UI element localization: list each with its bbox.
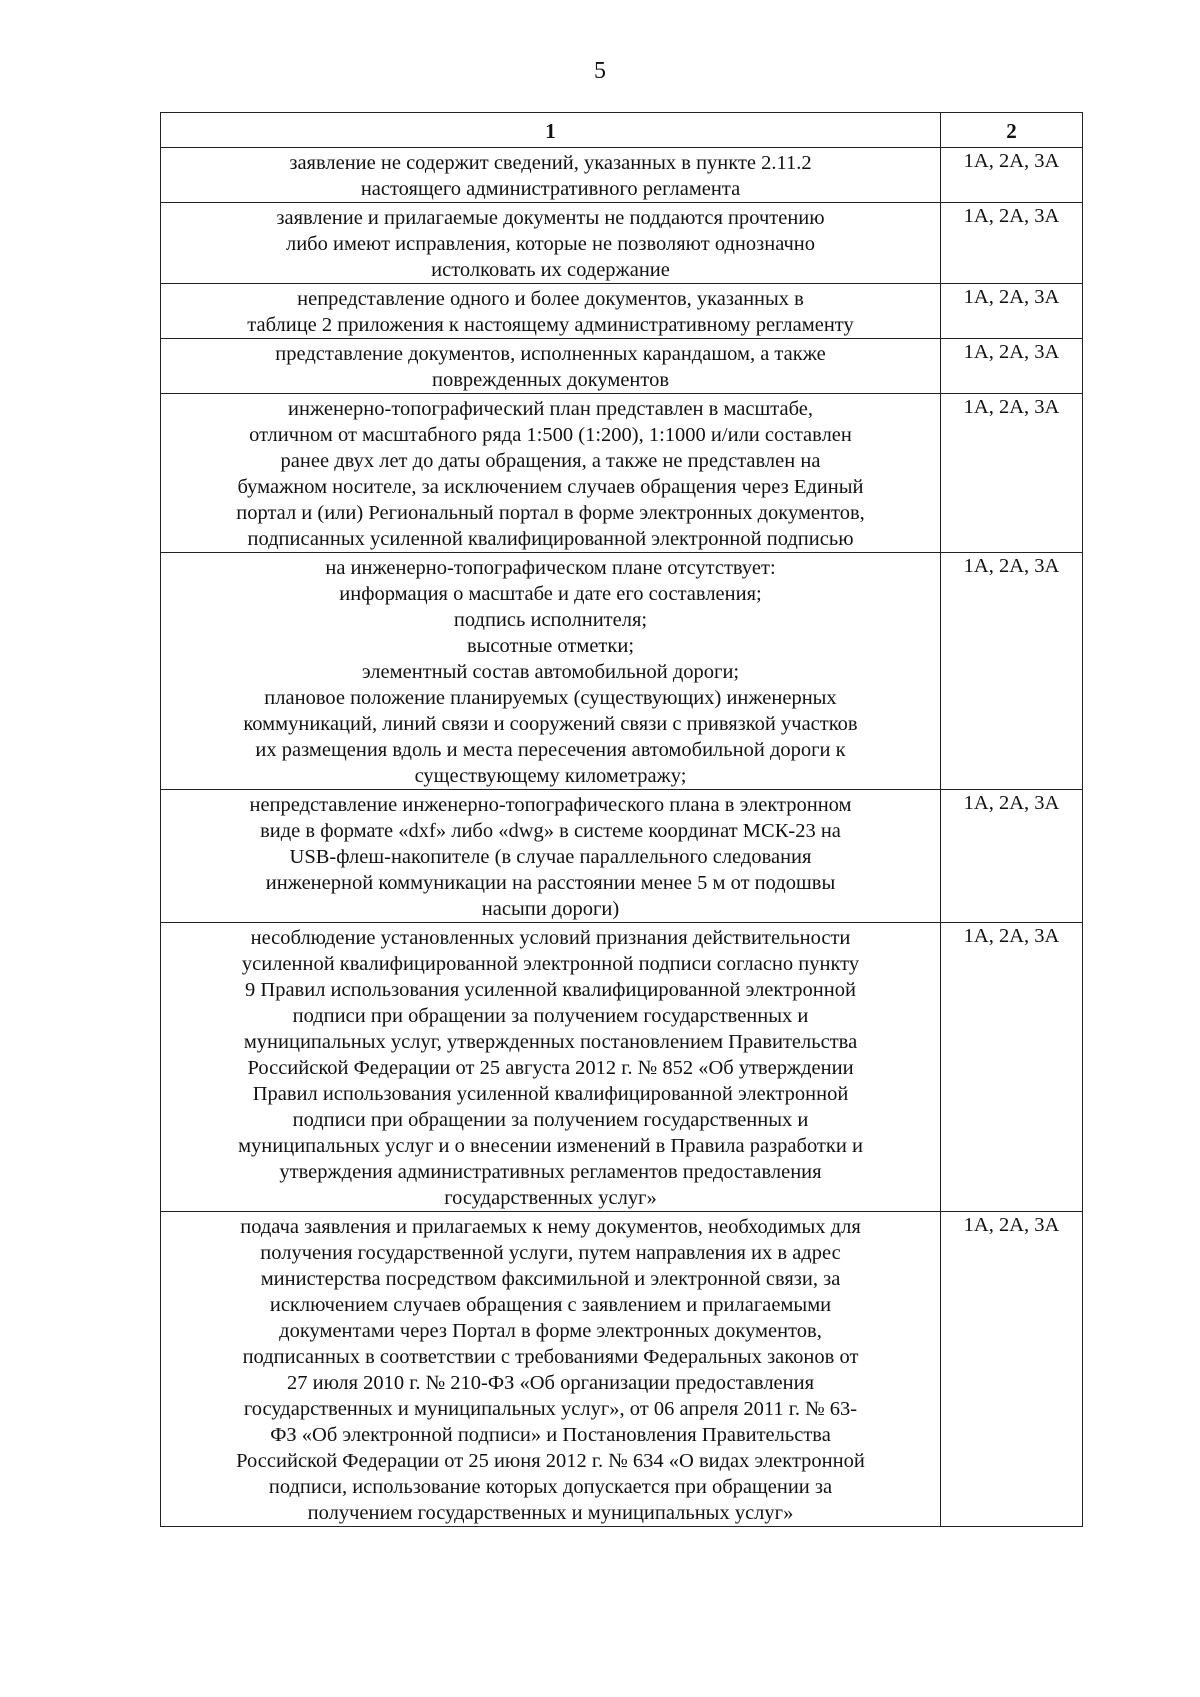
text-line: Российской Федерации от 25 августа 2012 г. № 852 «Об утверждении (247, 1057, 854, 1079)
text-line: подписи при обращении за получением государственных и (292, 1005, 809, 1027)
table-row (161, 923, 1083, 1212)
text-line: утверждения административных регламентов предоставления (279, 1161, 822, 1183)
grounds-table (160, 112, 1083, 1527)
ground-description-cell (161, 923, 941, 1212)
text-line: USB-флеш-накопителе (в случае параллельного следования (289, 846, 812, 868)
text-line: таблице 2 приложения к настоящему административному регламенту (247, 314, 854, 336)
table-row (161, 553, 1083, 790)
text-line: инженерно-топографический план представлен в масштабе, (288, 398, 813, 420)
text-line: непредставление инженерно-топографического плана в электронном (249, 794, 852, 816)
ground-description-cell (161, 394, 941, 553)
text-line: усиленной квалифицированной электронной подписи согласно пункту (241, 953, 860, 975)
text-line: получения государственной услуги, путем направления их в адрес (260, 1242, 841, 1264)
text-line: заявление и прилагаемые документы не поддаются прочтению (276, 207, 825, 229)
text-line: плановое положение планируемых (существующих) инженерных (264, 687, 837, 709)
ground-description-cell (161, 790, 941, 923)
text-line: элементный состав автомобильной дороги; (361, 661, 740, 683)
text-line: существующему километражу; (414, 765, 687, 787)
text-line: ФЗ «Об электронной подписи» и Постановления Правительства (270, 1424, 831, 1446)
table-header-row (161, 113, 1083, 148)
ground-description-cell (161, 553, 941, 790)
text-line: подписи при обращении за получением государственных и (292, 1109, 809, 1131)
text-line: государственных и муниципальных услуг», от 06 апреля 2011 г. № 63- (243, 1398, 858, 1420)
text-line: исключением случаев обращения с заявлением и прилагаемыми (269, 1294, 832, 1316)
ground-description-cell (161, 284, 941, 339)
table-row (161, 203, 1083, 284)
text-line: подача заявления и прилагаемых к нему документов, необходимых для (240, 1216, 861, 1238)
text-line: портал и (или) Региональный портал в форме электронных документов, (236, 502, 865, 524)
text-line: документами через Портал в форме электронных документов, (279, 1320, 822, 1342)
column-header-1: 1 (161, 113, 941, 148)
text-line: заявление не содержит сведений, указанных в пункте 2.11.2 (289, 152, 812, 174)
text-line: Российской Федерации от 25 июня 2012 г. № 634 «О видах электронной (236, 1450, 865, 1472)
text-line: истолковать их содержание (431, 259, 670, 281)
code-cell: 1А, 2А, 3А (941, 790, 1083, 923)
text-line: непредставление одного и более документов, указанных в (297, 288, 804, 310)
table-row (161, 339, 1083, 394)
table-row (161, 148, 1083, 203)
ground-description-cell (161, 1212, 941, 1527)
text-line: высотные отметки; (466, 635, 635, 657)
text-line: коммуникаций, линий связи и сооружений связи с привязкой участков (243, 713, 858, 735)
code-cell: 1А, 2А, 3А (941, 394, 1083, 553)
code-cell: 1А, 2А, 3А (941, 203, 1083, 284)
text-line: подпись исполнителя; (453, 609, 648, 631)
code-cell: 1А, 2А, 3А (941, 553, 1083, 790)
text-line: информация о масштабе и дате его составления; (339, 583, 762, 605)
table-row (161, 394, 1083, 553)
text-line: муниципальных услуг, утвержденных постановлением Правительства (243, 1031, 858, 1053)
text-line: министерства посредством факсимильной и электронной связи, за (260, 1268, 841, 1290)
code-cell: 1А, 2А, 3А (941, 148, 1083, 203)
code-cell: 1А, 2А, 3А (941, 284, 1083, 339)
text-line: подписанных в соответствии с требованиями Федеральных законов от (242, 1346, 859, 1368)
page-number: 5 (594, 58, 606, 84)
text-line: представление документов, исполненных карандашом, а также (275, 343, 826, 365)
text-line: их размещения вдоль и места пересечения автомобильной дороги к (255, 739, 846, 761)
text-line: подписи, использование которых допускается при обращении за (268, 1476, 833, 1498)
ground-description-cell (161, 339, 941, 394)
table-row (161, 790, 1083, 923)
text-line: ранее двух лет до даты обращения, а также не представлен на (280, 450, 821, 472)
text-line: 9 Правил использования усиленной квалифицированной электронной (245, 979, 856, 1001)
code-cell: 1А, 2А, 3А (941, 339, 1083, 394)
text-line: получением государственных и муниципальных услуг» (307, 1502, 794, 1524)
text-line: насыпи дороги) (481, 898, 620, 920)
text-line: бумажном носителе, за исключением случаев обращения через Единый (237, 476, 864, 498)
column-header-2: 2 (941, 113, 1083, 148)
ground-description-cell (161, 203, 941, 284)
text-line: Правил использования усиленной квалифицированной электронной (252, 1083, 849, 1105)
code-cell: 1А, 2А, 3А (941, 1212, 1083, 1527)
text-line: настоящего административного регламента (360, 178, 741, 200)
text-line: на инженерно-топографическом плане отсутствует: (325, 557, 776, 579)
text-line: виде в формате «dxf» либо «dwg» в системе координат МСК-23 на (260, 820, 841, 842)
text-line: поврежденных документов (431, 369, 670, 391)
text-line: муниципальных услуг и о внесении изменений в Правила разработки и (238, 1135, 863, 1157)
table-row (161, 284, 1083, 339)
text-line: 27 июля 2010 г. № 210-ФЗ «Об организации предоставления (286, 1372, 815, 1394)
text-line: либо имеют исправления, которые не позволяют однозначно (285, 233, 816, 255)
table-row (161, 1212, 1083, 1527)
text-line: отличном от масштабного ряда 1:500 (1:200), 1:1000 и/или составлен (249, 424, 852, 446)
ground-description-cell (161, 148, 941, 203)
code-cell: 1А, 2А, 3А (941, 923, 1083, 1212)
text-line: несоблюдение установленных условий признания действительности (250, 927, 851, 949)
text-line: инженерной коммуникации на расстоянии менее 5 м от подошвы (265, 872, 836, 894)
text-line: государственных услуг» (444, 1187, 657, 1209)
text-line: подписанных усиленной квалифицированной электронной подписью (247, 528, 854, 550)
